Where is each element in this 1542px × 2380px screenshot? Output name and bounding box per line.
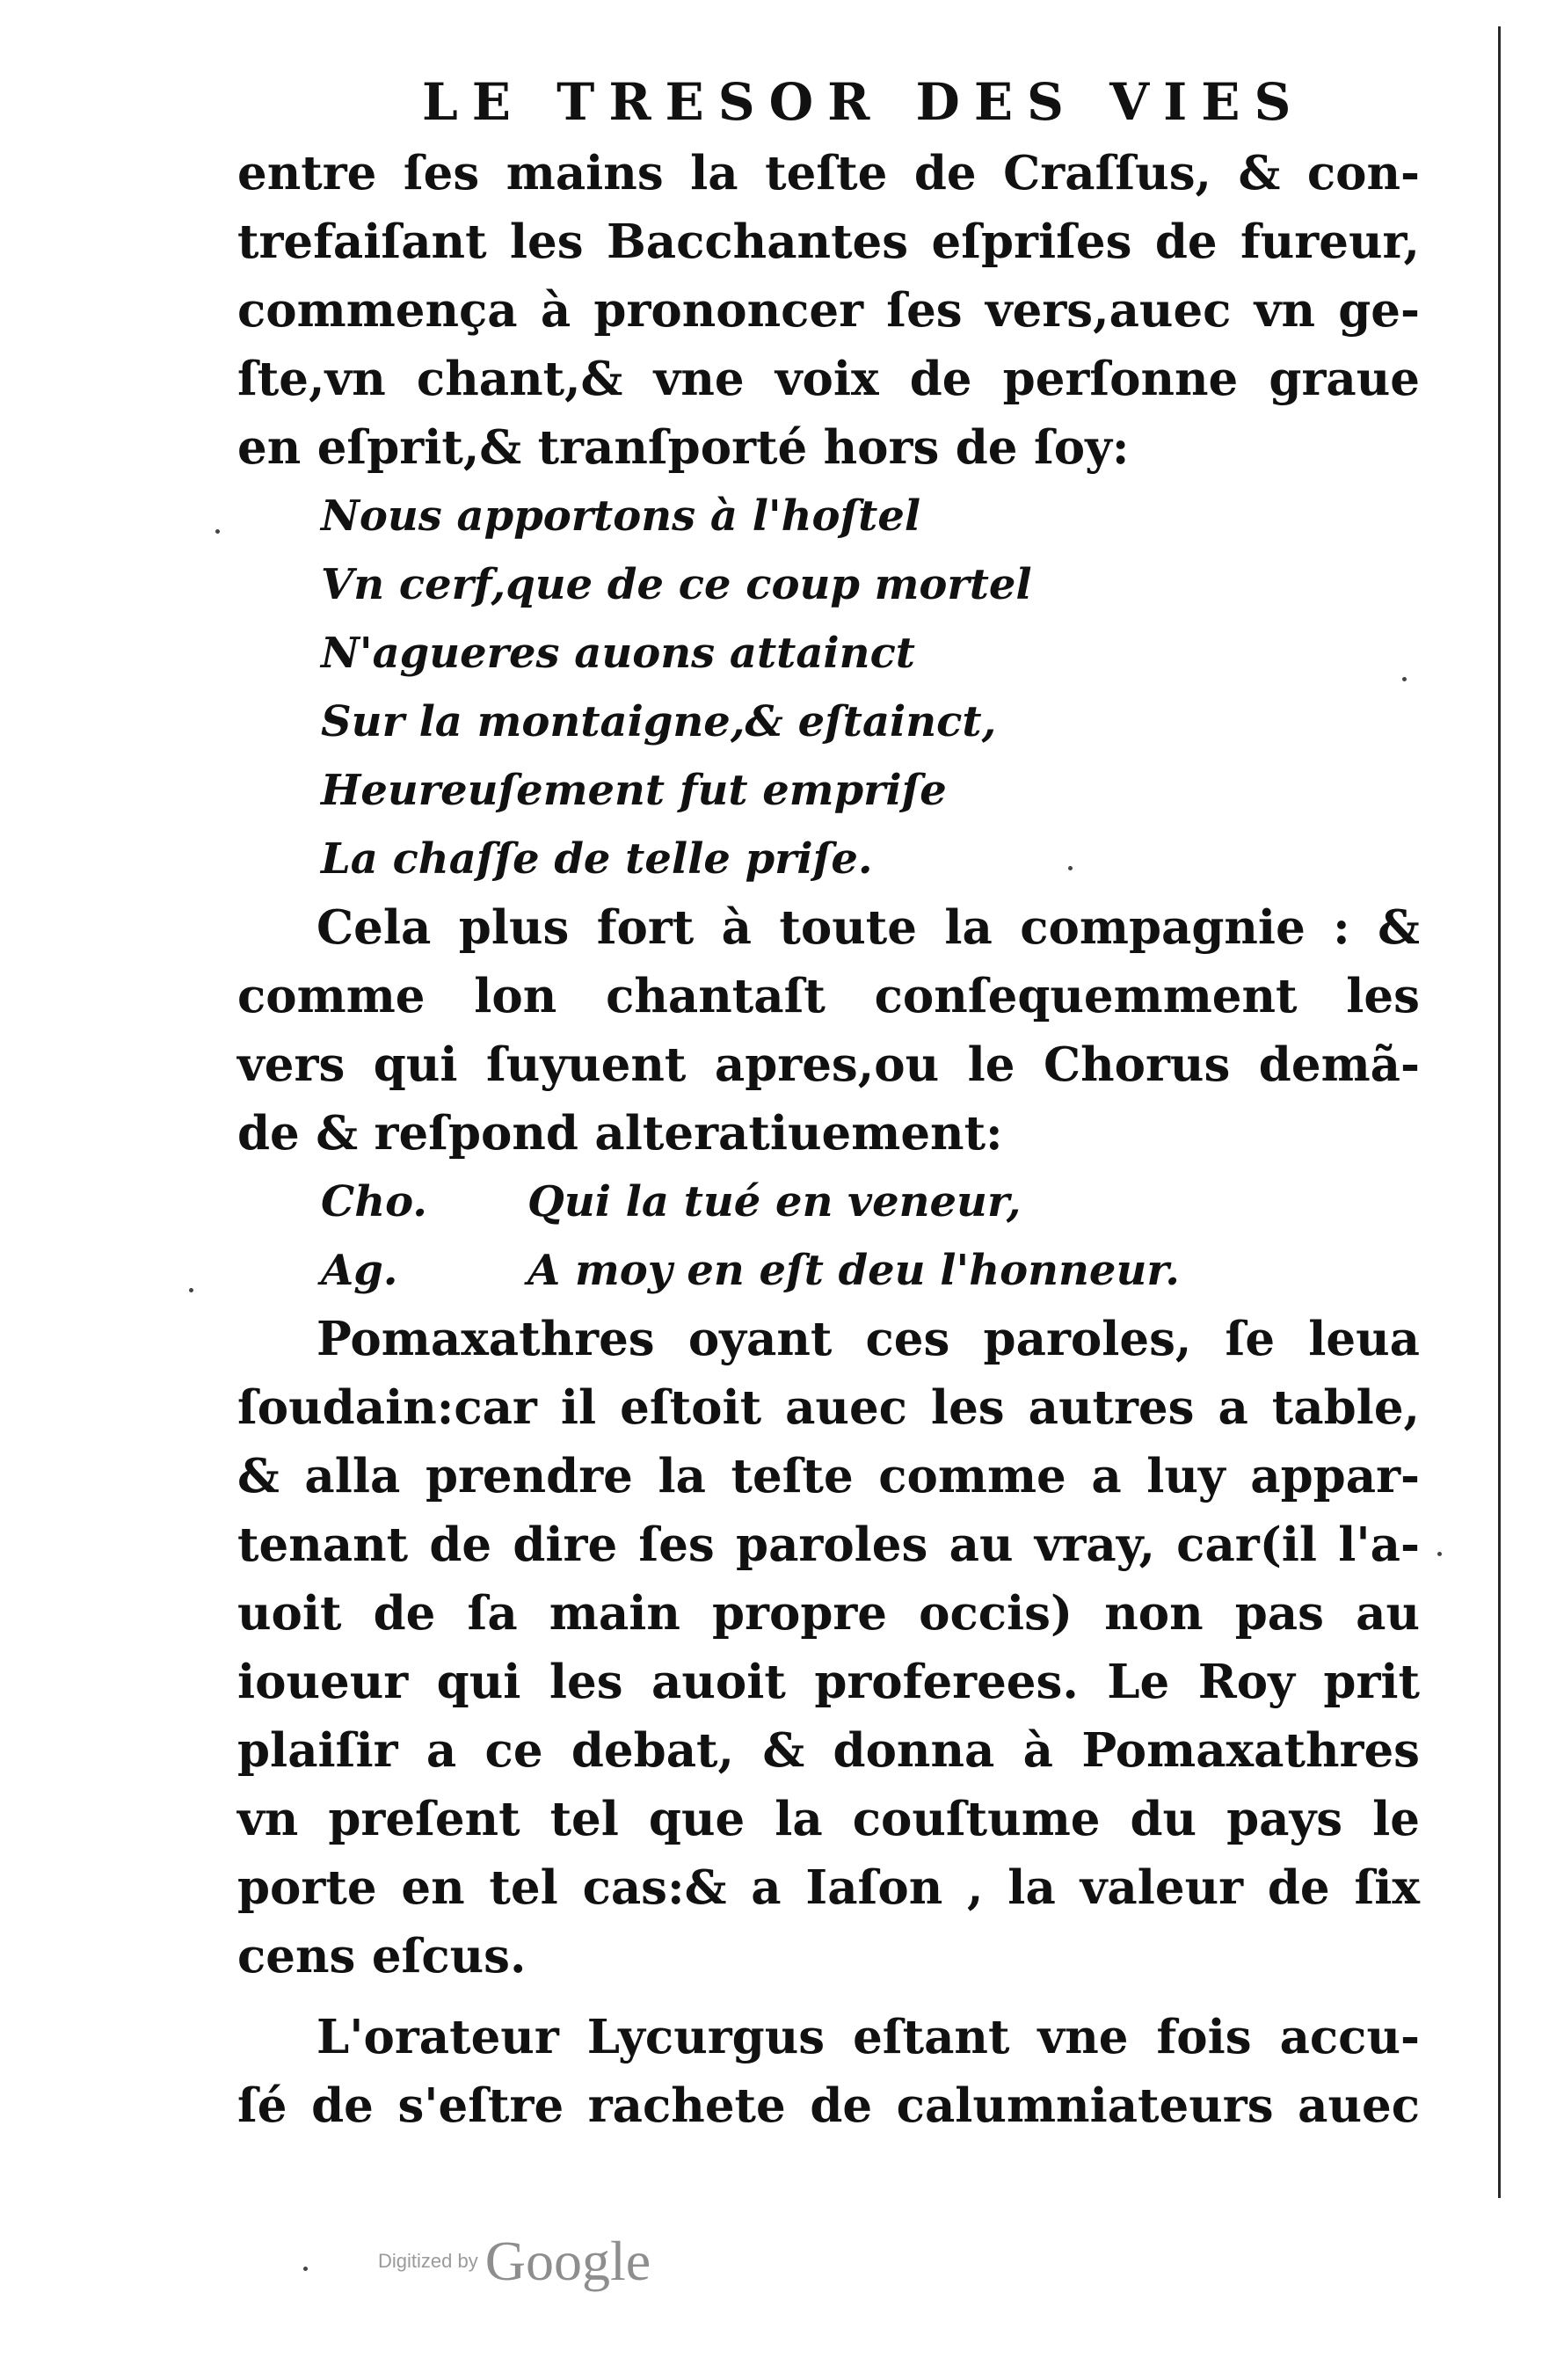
scan-speck: [303, 2267, 308, 2271]
text-line: ſte,vn chant,& vne voix de perſonne graue: [237, 352, 1420, 406]
text-line: L'orateur Lycurgus eſtant vne fois accu-: [316, 2010, 1420, 2064]
text-line: ſoudain:car il eſtoit auec les autres a table,: [237, 1380, 1420, 1435]
text-line: tenant de dire ſes paroles au vray, car(il l'a-: [237, 1518, 1420, 1572]
running-title: LE TRESOR DES VIES: [422, 72, 1306, 132]
verse-line: Heureuſement fut empriſe: [321, 766, 947, 815]
text-line: entre ſes mains la teſte de Craſſus, & con-: [237, 146, 1420, 200]
text-line: commença à prononcer ſes vers,auec vn ge-: [237, 283, 1420, 338]
dialogue-line: [237, 1236, 1420, 1305]
page-edge-rule: [1498, 26, 1501, 2198]
digitized-watermark: [378, 2229, 651, 2294]
verse-line: Sur la montaigne,& eſtainct,: [321, 697, 997, 746]
text-line: vn preſent tel que la couſtume du pays le: [237, 1792, 1420, 1846]
verse-line: Vn cerf,que de ce coup mortel: [321, 560, 1032, 609]
text-line: uoit de ſa main propre occis) non pas au: [237, 1586, 1420, 1641]
text-line: ſé de s'eſtre rachete de calumniateurs auec: [237, 2078, 1420, 2133]
verse-line: Nous apportons à l'hoſtel: [321, 491, 921, 541]
scan-speck: [215, 529, 220, 534]
text-line: porte en tel cas:& a Iaſon , la valeur de ſix: [237, 1860, 1420, 1915]
text-line: en eſprit,& tranſporté hors de ſoy:: [237, 420, 1130, 475]
google-logo: Google: [484, 2230, 651, 2292]
watermark-prefix: Digitized by: [378, 2250, 478, 2272]
text-line: cens eſcus.: [237, 1929, 527, 1983]
text-line: Cela plus fort à toute la compagnie : &: [316, 900, 1420, 955]
text-line: vers qui ſuyuent apres,ou le Chorus demã-: [237, 1037, 1420, 1092]
paragraph-gap: [237, 1991, 1420, 2003]
verse-line: La chaſſe de telle priſe.: [321, 834, 873, 884]
text-block: [237, 139, 1420, 2140]
scan-speck: [1402, 677, 1407, 681]
text-line: ioueur qui les auoit proferees. Le Roy prit: [237, 1655, 1420, 1709]
text-line: trefaiſant les Bacchantes eſpriſes de fureur,: [237, 215, 1420, 269]
scan-speck: [1068, 866, 1073, 870]
text-line: Pomaxathres oyant ces paroles, ſe leua: [316, 1312, 1420, 1366]
dialogue-line: [237, 1168, 1420, 1236]
verse-line: N'agueres auons attainct: [321, 629, 915, 678]
text-line: plaiſir a ce debat, & donna à Pomaxathres: [237, 1723, 1420, 1778]
scan-speck: [189, 1288, 193, 1292]
dialogue-text: Qui la tué en veneur,: [527, 1177, 1022, 1226]
scan-speck: [1437, 1552, 1442, 1556]
text-line: de & reſpond alteratiuement:: [237, 1106, 1003, 1161]
text-line: comme lon chantaſt conſequemment les: [237, 969, 1420, 1023]
dialogue-speaker: Ag.: [321, 1246, 398, 1295]
text-line: & alla prendre la teſte comme a luy appar-: [237, 1449, 1420, 1503]
dialogue-speaker: Cho.: [321, 1177, 427, 1226]
dialogue-text: A moy en eſt deu l'honneur.: [527, 1246, 1180, 1295]
